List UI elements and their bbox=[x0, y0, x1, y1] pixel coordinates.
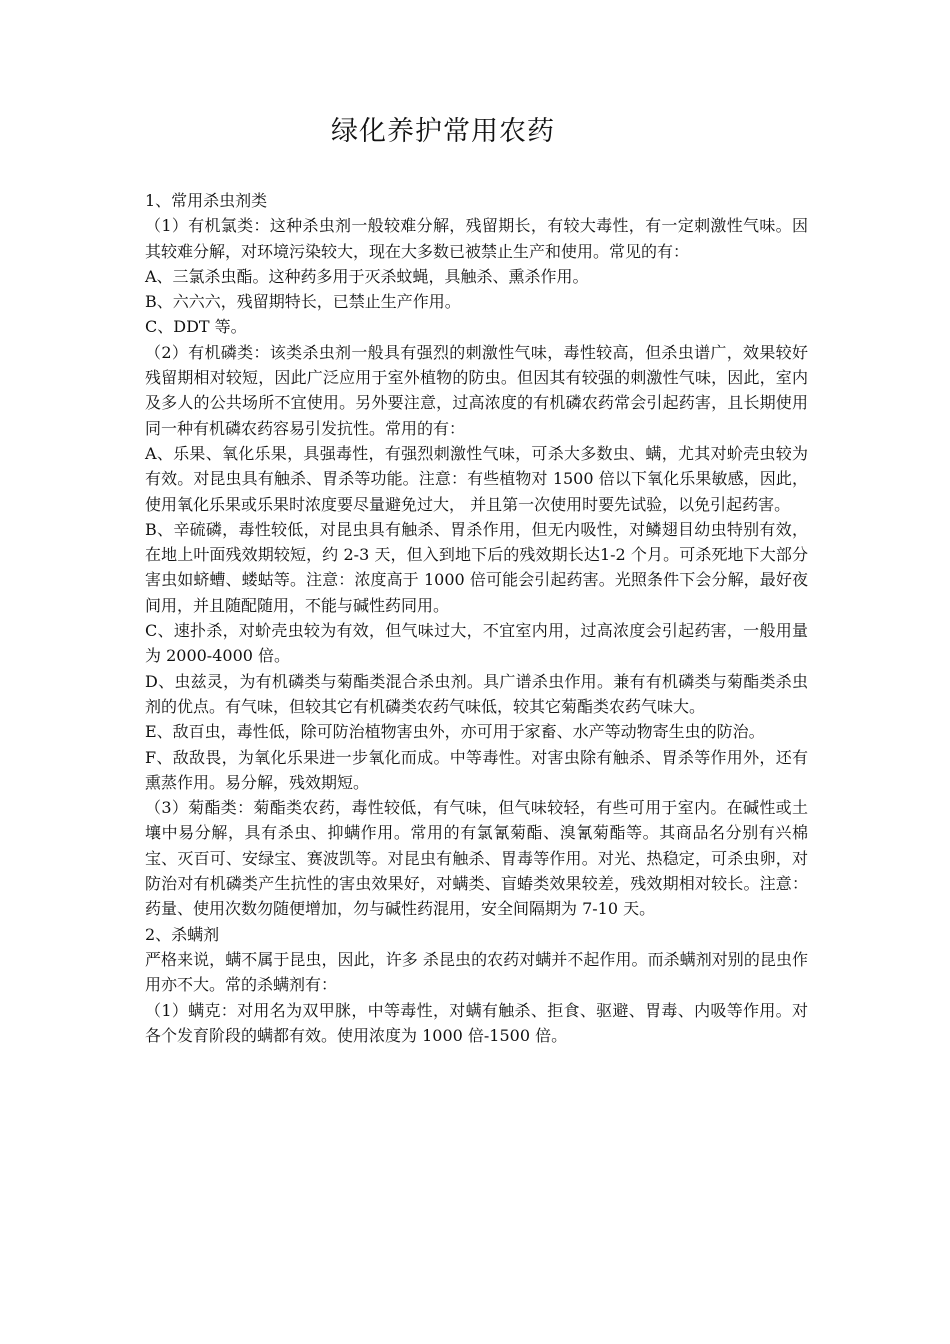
paragraph-acaricide-intro: 严格来说，螨不属于昆虫，因此，许多 杀昆虫的农药对螨并不起作用。而杀螨剂对别的昆虫作用亦不大。常的杀螨剂有： bbox=[145, 949, 808, 995]
section-heading-insecticides: 1、常用杀虫剂类 bbox=[145, 191, 268, 210]
section-heading-acaricides: 2、杀螨剂 bbox=[145, 924, 220, 944]
paragraph-organochlorine: （1）有机氯类：这种杀虫剂一般较难分解，残留期长，有较大毒性，有一定刺激性气味。因其较难分解，对环境污染较大，现在大多数已被禁止生产和使用。常见的有： bbox=[145, 216, 808, 261]
list-item: E、敌百虫，毒性低，除可防治植物害虫外，亦可用于家畜、水产等动物寄生虫的防治。 bbox=[145, 722, 765, 742]
list-item: A、乐果、氧化乐果，具强毒性，有强烈刺激性气味，可杀大多数虫、螨，尤其对蚧壳虫较为有效。对昆虫具有触杀、胃杀等功能。注意：有些植物对 1500 倍以下氧化乐果敏感，因此，使用氧化乐果或乐果时浓度要尽量避免过大， 并且第一次使用时要先试验，以免引起药害。 bbox=[145, 443, 808, 514]
list-item: A、三氯杀虫酯。这种药多用于灭杀蚊蝇，具触杀、熏杀作用。 bbox=[145, 266, 589, 286]
document-body bbox=[145, 188, 808, 1048]
paragraph-organophosphate: （2）有机磷类：该类杀虫剂一般具有强烈的刺激性气味，毒性较高，但杀虫谱广，效果较好残留期相对较短，因此广泛应用于室外植物的防虫。但因其有较强的刺激性气味，因此，室内及多人的公共场所不宜使用。另外要注意，过高浓度的有机磷农药常会引起药害，且长期使用同一种有机磷农药容易引发抗性。常用的有： bbox=[145, 342, 808, 438]
list-item: D、虫兹灵，为有机磷类与菊酯类混合杀虫剂。具广谱杀虫作用。兼有有机磷类与菊酯类杀虫剂的优点。有气味，但较其它有机磷类农药气味低，较其它菊酯类农药气味大。 bbox=[145, 671, 808, 716]
list-item: B、六六六，残留期特长，已禁止生产作用。 bbox=[145, 292, 461, 312]
list-item: F、敌敌畏，为氧化乐果进一步氧化而成。中等毒性。对害虫除有触杀、胃杀等作用外，还有熏蒸作用。易分解，残效期短。 bbox=[145, 747, 808, 792]
list-item: B、辛硫磷，毒性较低，对昆虫具有触杀、胃杀作用，但无内吸性，对鳞翅目幼虫特别有效，在地上叶面残效期较短，约 2-3 天，但入到地下后的残效期长达1-2 个月。可杀死地下大部分害虫如蛴螬、蝼蛄等。注意：浓度高于 1000 倍可能会引起药害。光照条件下会分解，最好夜间用，并且随配随用，不能与碱性药同用。 bbox=[145, 519, 808, 615]
paragraph-pyrethroid: （3）菊酯类：菊酯类农药，毒性较低，有气味，但气味较轻，有些可用于室内。在碱性或土壤中易分解，具有杀虫、抑螨作用。常用的有氯氰菊酯、溴氰菊酯等。其商品名分别有兴棉宝、灭百可、安绿宝、赛波凯等。对昆虫有触杀、胃毒等作用。对光、热稳定，可杀虫卵，对防治对有机磷类产生抗性的害虫效果好，对螨类、盲蝽类效果较差，残效期相对较长。注意：药量、使用次数勿随便增加，勿与碱性药混用，安全间隔期为 7-10 天。 bbox=[145, 798, 808, 919]
list-item: C、速扑杀，对蚧壳虫较为有效，但气味过大，不宜室内用，过高浓度会引起药害，一般用量为 2000-4000 倍。 bbox=[145, 621, 808, 666]
paragraph-amitraz: （1）螨克：对用名为双甲脒，中等毒性，对螨有触杀、拒食、驱避、胃毒、内吸等作用。对各个发育阶段的螨都有效。使用浓度为 1000 倍-1500 倍。 bbox=[145, 1000, 808, 1045]
list-item: C、DDT 等。 bbox=[145, 317, 247, 337]
document-title: 绿化养护常用农药 bbox=[331, 116, 555, 147]
